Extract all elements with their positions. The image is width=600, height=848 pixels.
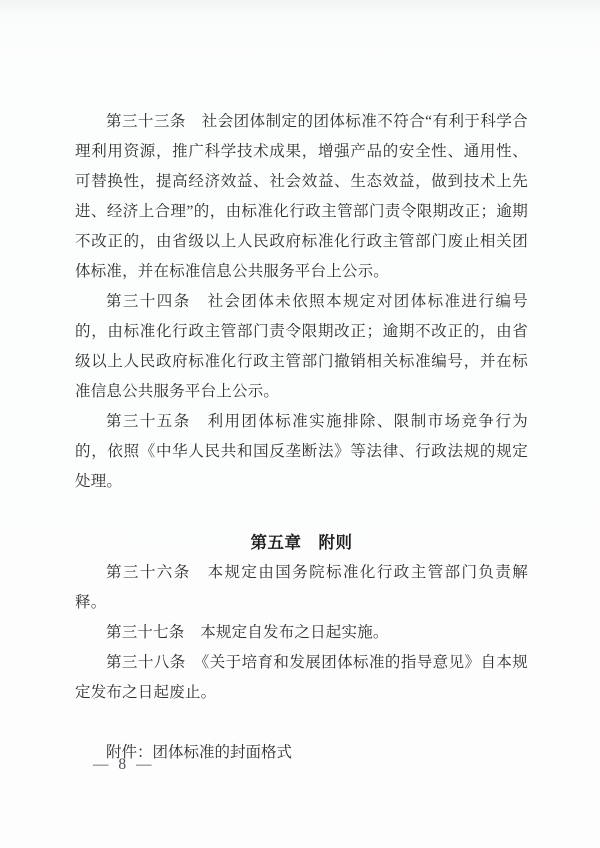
article-34-paragraph: 第三十四条 社会团体未依照本规定对团体标准进行编号的，由标准化行政主管部门责令限期改正；逾期不改正的，由省级以上人民政府标准化行政主管部门撤销相关标准编号，并在标准信息公共服务平台上公示。 xyxy=(75,293,528,400)
chapter-5-heading: 第五章 附则 xyxy=(250,533,353,552)
attachment-note: 附件：团体标准的封面格式 xyxy=(106,744,293,761)
article-37-paragraph: 第三十七条 本规定自发布之日起实施。 xyxy=(106,624,389,641)
article-33-paragraph: 第三十三条 社会团体制定的团体标准不符合“有利于科学合理利用资源，推广科学技术成果，增强产品的安全性、通用性、可替换性，提高经济效益、社会效益、生态效益，做到技术上先进、经济上合理”的，由标准化行政主管部门责令限期改正；逾期不改正的，由省级以上人民政府标准化行政主管部门废止相关团体标准，并在标准信息公共服务平台上公示。 xyxy=(75,113,528,280)
article-38-paragraph: 第三十八条 《关于培育和发展团体标准的指导意见》自本规定发布之日起废止。 xyxy=(75,654,528,701)
article-36-paragraph: 第三十六条 本规定由国务院标准化行政主管部门负责解释。 xyxy=(75,564,528,611)
page-number: — 8 — xyxy=(93,756,155,773)
article-35-paragraph: 第三十五条 利用团体标准实施排除、限制市场竞争行为的，依照《中华人民共和国反垄断法》等法律、行政法规的规定处理。 xyxy=(75,413,528,490)
document-body xyxy=(75,107,528,768)
